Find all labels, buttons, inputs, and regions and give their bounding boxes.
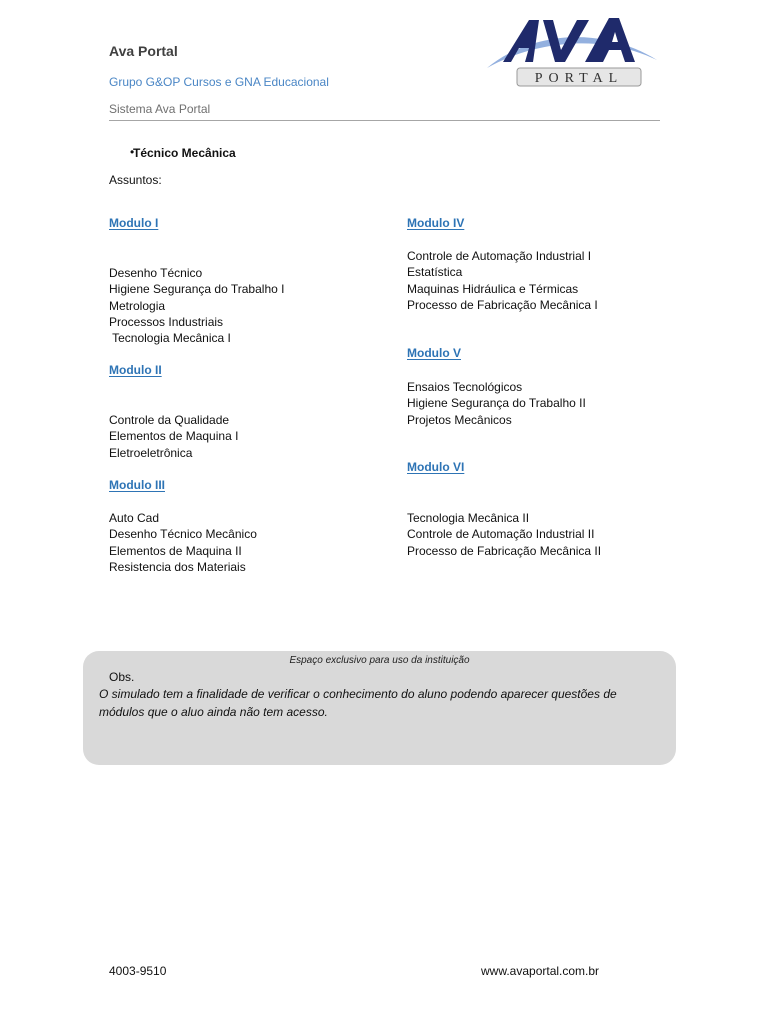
list-item: Processo de Fabricação Mecânica I [407,297,598,312]
list-item: Controle da Qualidade [109,413,230,427]
list-item: Auto Cad [109,511,160,525]
module-5-items [407,379,586,428]
document-title: Ava Portal [109,43,178,59]
list-item: Ensaios Tecnológicos [407,380,523,394]
list-item: Elementos de Maquina I [109,429,239,444]
list-item: Higiene Segurança do Trabalho I [109,282,285,297]
list-item: Tecnologia Mecânica II [407,511,530,525]
module-6-items [407,510,601,559]
list-item: Tecnologia Mecânica I [109,331,231,346]
list-item: Processo de Fabricação Mecânica II [407,543,602,558]
list-item: Projetos Mecânicos [407,412,512,427]
module-2-items [109,412,238,461]
footer-website-link[interactable]: www.avaportal.com.br [481,964,600,978]
list-item: Controle de Automação Industrial II [407,527,595,542]
module-5-heading[interactable]: Modulo V [407,346,461,360]
module-6-heading[interactable]: Modulo VI [407,460,465,474]
header-divider [109,120,660,121]
list-item: Controle de Automação Industrial I [407,249,592,263]
obs-label: Obs. [109,670,135,684]
list-item: Processos Industriais [109,314,224,329]
module-1-items [109,265,284,346]
subjects-label: Assuntos: [109,173,162,187]
list-item: Desenho Técnico [109,266,203,280]
list-item: Elementos de Maquina II [109,543,242,558]
course-name: Técnico Mecânica [133,146,236,160]
list-item: Eletroeletrônica [109,445,193,460]
module-1-heading[interactable]: Modulo I [109,216,159,230]
module-2-heading[interactable]: Modulo II [109,363,162,377]
footer-phone: 4003-9510 [109,964,167,978]
system-name: Sistema Ava Portal [109,102,211,116]
module-4-heading[interactable]: Modulo IV [407,216,465,230]
list-item: Desenho Técnico Mecânico [109,527,257,542]
list-item: Estatística [407,265,463,280]
obs-text: O simulado tem a finalidade de verificar o conhecimento do aluno podendo aparecer questões de módulos que o aluo ainda não tem acesso. [99,687,617,719]
module-4-items [407,248,598,313]
bullet-icon: • [130,145,135,159]
list-item: Resistencia dos Materiais [109,559,246,574]
organization-subtitle: Grupo G&OP Cursos e GNA Educacional [109,75,329,89]
module-3-heading[interactable]: Modulo III [109,478,165,492]
list-item: Higiene Segurança do Trabalho II [407,396,586,411]
module-3-items [109,510,257,575]
list-item: Maquinas Hidráulica e Térmicas [407,281,579,296]
list-item: Metrologia [109,298,166,313]
logo-portal-text: PORTAL [534,71,624,86]
ava-portal-logo [485,14,660,90]
institution-notes-header: Espaço exclusivo para uso da instituição [289,655,470,666]
